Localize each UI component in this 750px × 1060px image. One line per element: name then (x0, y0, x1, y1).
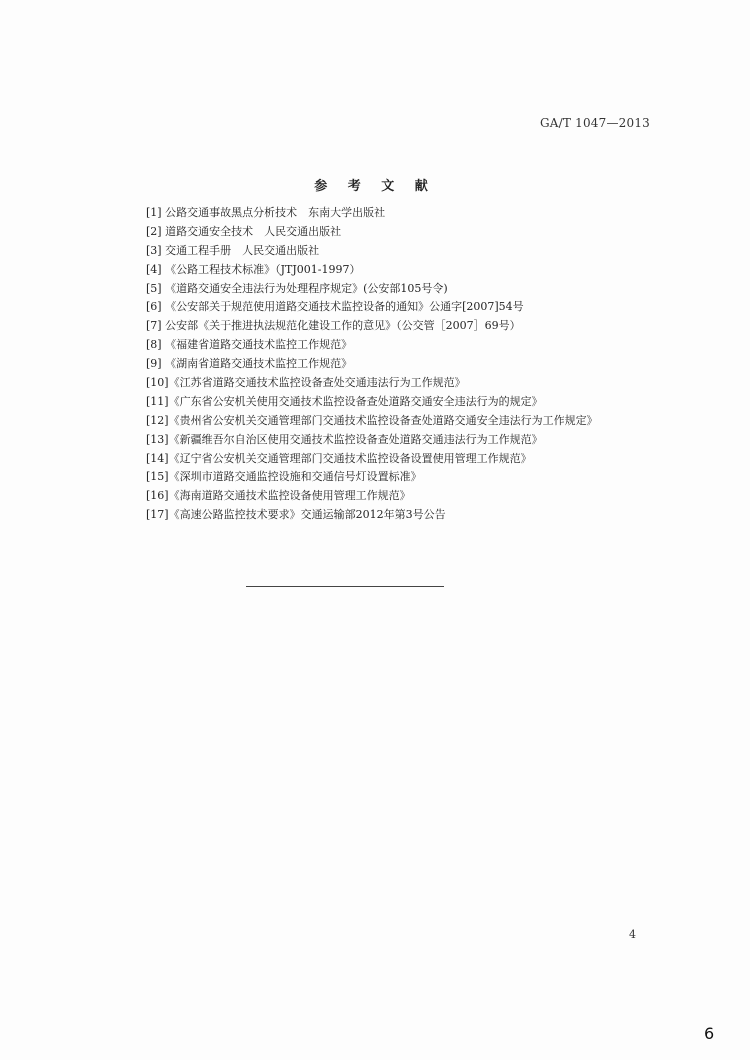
reference-number: [9] (146, 357, 162, 371)
reference-number: [17] (146, 508, 169, 522)
reference-text: 《道路交通安全违法行为处理程序规定》(公安部105号令) (165, 281, 448, 295)
reference-text: 《湖南省道路交通技术监控工作规范》 (165, 357, 353, 371)
reference-number: [10] (146, 376, 169, 390)
reference-item (146, 223, 666, 242)
page-number: 4 (629, 928, 636, 941)
reference-number: [5] (146, 281, 162, 295)
reference-item (146, 242, 666, 261)
reference-text: 《江苏省道路交通技术监控设备查处交通违法行为工作规范》 (168, 376, 466, 390)
reference-item (146, 374, 666, 393)
reference-item (146, 393, 666, 412)
reference-text: 《深圳市道路交通监控设施和交通信号灯设置标准》 (168, 470, 422, 484)
reference-number: [6] (146, 300, 162, 314)
reference-item (146, 317, 666, 336)
reference-number: [8] (146, 338, 162, 352)
reference-item (146, 336, 666, 355)
reference-text: 交通工程手册 人民交通出版社 (165, 243, 320, 257)
reference-text: 《广东省公安机关使用交通技术监控设备查处道路交通安全违法行为的规定》 (168, 394, 543, 408)
references-list (146, 204, 666, 525)
reference-text: 道路交通安全技术 人民交通出版社 (165, 224, 342, 238)
reference-item (146, 431, 666, 450)
reference-number: [15] (146, 470, 169, 484)
reference-text: 《贵州省公安机关交通管理部门交通技术监控设备查处道路交通安全违法行为工作规定》 (168, 413, 598, 427)
reference-number: [3] (146, 243, 162, 257)
end-divider-line (246, 586, 444, 587)
reference-text: 公路交通事故黑点分析技术 东南大学出版社 (165, 206, 386, 219)
reference-item (146, 506, 666, 525)
reference-text: 公安部《关于推进执法规范化建设工作的意见》（公交管［2007］69号） (165, 319, 521, 333)
reference-item (146, 412, 666, 431)
references-title: 参 考 文 献 (314, 179, 436, 194)
reference-number: [14] (146, 451, 169, 465)
reference-number: [12] (146, 413, 169, 427)
reference-item (146, 204, 666, 223)
reference-item (146, 261, 666, 280)
reference-text: 《海南道路交通技术监控设备使用管理工作规范》 (168, 489, 411, 503)
reference-item (146, 280, 666, 299)
reference-text: 《辽宁省公安机关交通管理部门交通技术监控设备设置使用管理工作规范》 (168, 451, 532, 465)
reference-item (146, 298, 666, 317)
reference-item (146, 355, 666, 374)
reference-number: [4] (146, 262, 162, 276)
reference-number: [1] (146, 206, 162, 219)
reference-number: [13] (146, 432, 169, 446)
reference-number: [11] (146, 394, 169, 408)
reference-item (146, 468, 666, 487)
reference-text: 《福建省道路交通技术监控工作规范》 (165, 338, 353, 352)
reference-text: 《公路工程技术标准》（JTJ001-1997） (165, 262, 361, 276)
standard-code: GA/T 1047—2013 (540, 116, 650, 130)
outer-page-number: 6 (704, 1024, 715, 1043)
reference-item (146, 450, 666, 469)
reference-text: 《公安部关于规范使用道路交通技术监控设备的通知》公通字[2007]54号 (165, 300, 524, 314)
reference-number: [16] (146, 489, 169, 503)
reference-text: 《新疆维吾尔自治区使用交通技术监控设备查处道路交通违法行为工作规范》 (168, 432, 543, 446)
reference-number: [2] (146, 224, 162, 238)
reference-number: [7] (146, 319, 162, 333)
reference-text: 《高速公路监控技术要求》交通运输部2012年第3号公告 (168, 508, 446, 522)
reference-item (146, 487, 666, 506)
